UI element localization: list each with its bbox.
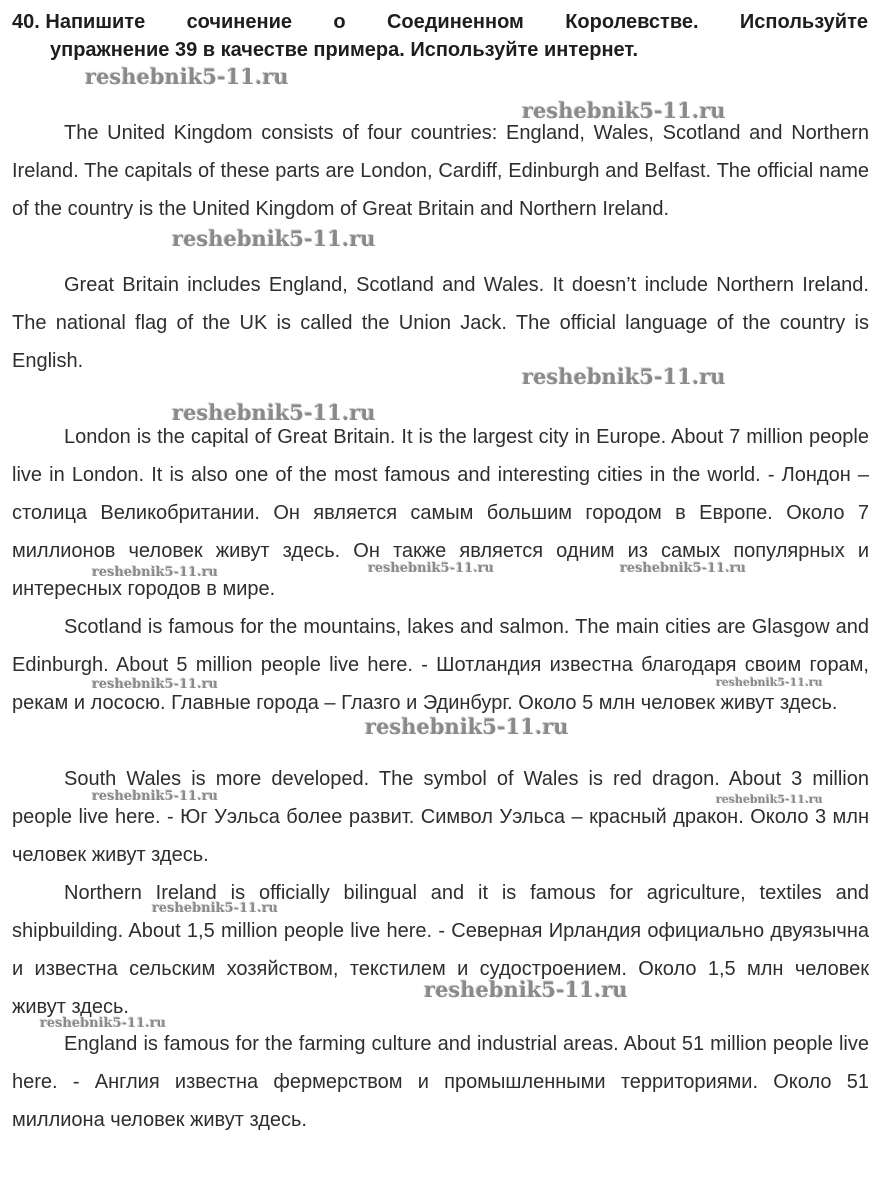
paragraph-northern-ireland: Northern Ireland is officially bilingual and it is famous for agriculture, textiles and shipbuilding. About 1,5 million people live here. - Северная Ирландия официально двуязычна и известна сельским хозяйством, текстилем и судостроением. Около 1,5 млн человек живут здесь. bbox=[12, 882, 869, 1018]
watermark: reshebnik5-11.ru bbox=[716, 676, 823, 689]
watermark: reshebnik5-11.ru bbox=[368, 561, 495, 576]
task-word: Королевстве. bbox=[565, 11, 699, 33]
task-heading bbox=[12, 8, 868, 64]
task-word: сочинение bbox=[186, 11, 293, 33]
watermark: reshebnik5-11.ru bbox=[85, 64, 289, 89]
task-word: Соединенном bbox=[386, 11, 524, 33]
watermark: reshebnik5-11.ru bbox=[92, 789, 219, 804]
watermark: reshebnik5-11.ru bbox=[522, 364, 726, 389]
watermark: reshebnik5-11.ru bbox=[620, 561, 747, 576]
paragraph-england: England is famous for the farming culture and industrial areas. About 51 million people live here. - Англия известна фермерством и промышленными территориями. Около 51 миллиона человек живут здесь. bbox=[12, 1033, 869, 1131]
watermark: reshebnik5-11.ru bbox=[152, 901, 279, 916]
task-heading-line-2: упражнение 39 в качестве примера. Используйте интернет. bbox=[50, 39, 639, 61]
paragraph-uk-countries: The United Kingdom consists of four countries: England, Wales, Scotland and Northern Ireland. The capitals of these parts are London, Cardiff, Edinburgh and Belfast. The official name of the country is the United Kingdom of Great Britain and Northern Ireland. bbox=[12, 122, 869, 220]
task-number-and-first-word: 40. Напишите bbox=[12, 11, 146, 33]
watermark: reshebnik5-11.ru bbox=[40, 1016, 167, 1031]
watermark: reshebnik5-11.ru bbox=[172, 226, 376, 251]
paragraph-great-britain: Great Britain includes England, Scotland and Wales. It doesn’t include Northern Ireland. The national flag of the UK is called the Union Jack. The official language of the country is English. bbox=[12, 274, 869, 372]
watermark: reshebnik5-11.ru bbox=[424, 977, 628, 1002]
watermark: reshebnik5-11.ru bbox=[92, 565, 219, 580]
watermark: reshebnik5-11.ru bbox=[716, 793, 823, 806]
watermark: reshebnik5-11.ru bbox=[92, 677, 219, 692]
paragraph-wales: South Wales is more developed. The symbol of Wales is red dragon. About 3 million people live here. - Юг Уэльса более развит. Символ Уэльса – красный дракон. Около 3 млн человек живут здесь. bbox=[12, 768, 869, 866]
task-word: Используйте bbox=[739, 11, 868, 33]
task-word: о bbox=[333, 11, 346, 33]
watermark: reshebnik5-11.ru bbox=[522, 98, 726, 123]
paragraph-scotland: Scotland is famous for the mountains, lakes and salmon. The main cities are Glasgow and Edinburgh. About 5 million people live here. - Шотландия известна благодаря своим горам, рекам и лососю. Главные города – Глазго и Эдинбург. Около 5 млн человек живут здесь. bbox=[12, 616, 869, 714]
watermark: reshebnik5-11.ru bbox=[172, 400, 376, 425]
task-heading-line-1 bbox=[12, 8, 868, 36]
paragraph-london: London is the capital of Great Britain. It is the largest city in Europe. About 7 million people live in London. It is also one of the most famous and interesting cities in the world. - Лондон – столица Великобритании. Он является самым большим городом в Европе. Около 7 миллионов человек живут здесь. Он также является одним из самых популярных и интересных городов в мире. bbox=[12, 426, 869, 600]
watermark: reshebnik5-11.ru bbox=[365, 714, 569, 739]
